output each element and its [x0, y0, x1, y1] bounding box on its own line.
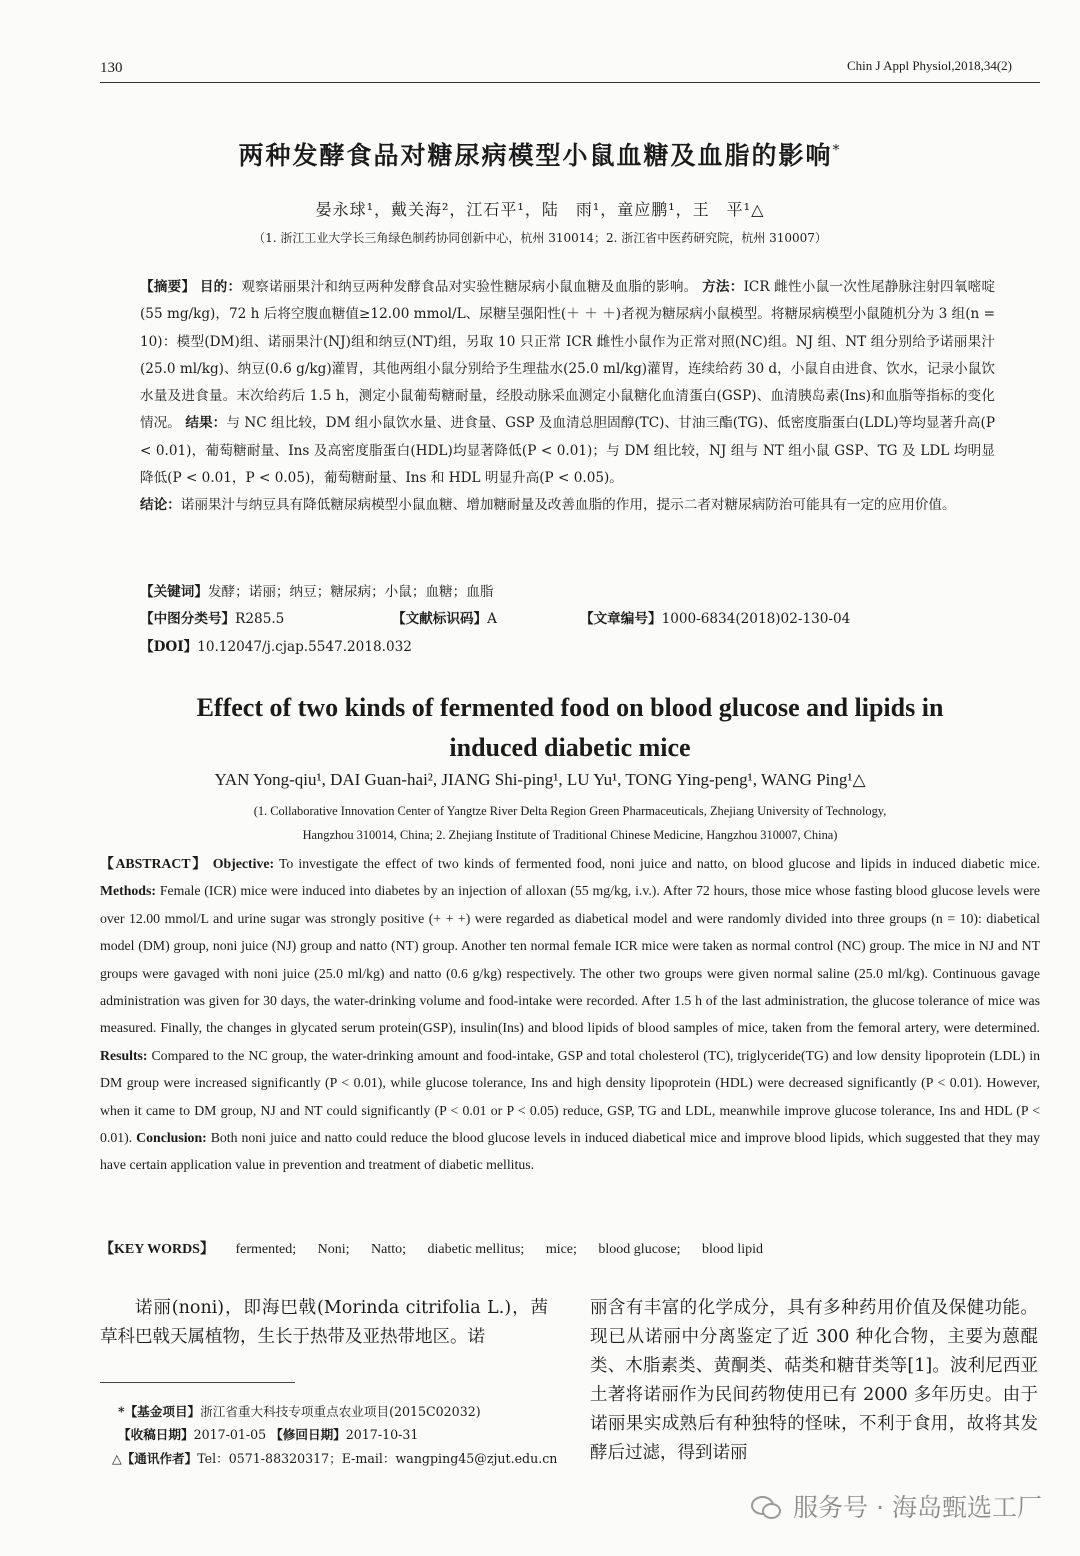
en-conclusion-label: Conclusion:	[136, 1130, 207, 1146]
footnote-received: 2017-01-05	[193, 1427, 267, 1442]
cn-doccode	[392, 607, 497, 627]
en-methods: Female (ICR) mice were induced into diabetes by an injection of alloxan (55 mg/kg, i.v.). After 72 hours, those mice whose fasting blood glucose levels were over 12.00 mmol/L and urine sugar was strongly positive (+ + +) were regarded as diabetical model and were randomly divided into three groups (n = 10): diabetical model (DM) group, noni juice (NJ) group and natto (NT) group. Another ten normal female ICR mice were taken as normal control (NC) group. The mice in NJ and NT groups were gavaged with noni juice (25.0 ml/kg) and natto (0.6 g/kg) respectively. The other two groups were given normal saline (25.0 ml/kg). Continuous gavage administration was given for 30 days, the water-drinking volume and food-intake were recorded. After 1.5 h of the last administration, the glucose tolerance of mice was measured. Finally, the changes in glycated serum protein(GSP), insulin(Ins) and blood lipids of blood samples of mice, taken from the femoral artery, were determined.	[100, 883, 1040, 1036]
cn-authors: 晏永球¹，戴关海²，江石平¹，陆 雨¹，童应鹏¹，王 平¹△	[315, 200, 765, 219]
footnote-corresponding	[112, 1448, 557, 1467]
en-conclusion: Both noni juice and natto could reduce the blood glucose levels in induced diabetical mice and improve blood lipids, which suggested that they may have certain application value in prevention and treatment of diabetic mellitus.	[100, 1130, 1041, 1173]
cn-abstract	[140, 274, 995, 520]
en-results-label: Results:	[100, 1047, 148, 1063]
cn-keywords-text: 发酵；诺丽；纳豆；糖尿病；小鼠；血糖；血脂	[207, 584, 494, 600]
wechat-icon	[751, 1494, 781, 1518]
en-keyword: Noni;	[317, 1242, 350, 1257]
en-authors: YAN Yong-qiu¹, DAI Guan-hai², JIANG Shi-ping¹, LU Yu¹, TONG Ying-peng¹, WANG Ping¹△	[214, 770, 866, 789]
body-left-column	[100, 1294, 548, 1352]
body-left-text: 诺丽(noni)，即海巴戟(Morinda citrifolia L.)，茜草科巴戟天属植物，生长于热带及亚热带地区。诺	[100, 1298, 548, 1347]
cn-article-number	[580, 607, 850, 627]
en-keyword: blood glucose;	[598, 1242, 681, 1257]
cn-title	[0, 136, 1080, 172]
en-objective: To investigate the effect of two kinds of fermented food, noni juice and natto, on blood glucose and lipids in induced diabetic mice.	[278, 856, 1041, 871]
en-affiliation-line2: Hangzhou 310014, China; 2. Zhejiang Institute of Traditional Chinese Medicine, Hangzhou 310007, China)	[302, 828, 838, 842]
en-keyword: mice;	[545, 1242, 577, 1257]
cn-doccode-value: A	[487, 611, 497, 627]
watermark-text: 服务号 · 海岛甄选工厂	[793, 1493, 1042, 1522]
journal-header: Chin J Appl Physiol,2018,34(2)	[846, 58, 1012, 73]
cn-objective: 观察诺丽果汁和纳豆两种发酵食品对实验性糖尿病小鼠血糖及血脂的影响。	[241, 279, 698, 295]
cn-affiliation: （1. 浙江工业大学长三角绿色制药协同创新中心，杭州 310014；2. 浙江省中医药研究院，杭州 310007）	[253, 231, 827, 245]
cn-methods-label: 方法：	[702, 279, 744, 295]
en-objective-label: Objective:	[212, 856, 275, 871]
cn-doccode-label: 【文献标识码】	[392, 611, 488, 627]
footnote-revised: 2017-10-31	[345, 1427, 419, 1442]
watermark	[751, 1488, 1042, 1524]
cn-doi	[140, 635, 995, 655]
footnote-fund-text: 浙江省重大科技专项重点农业项目(2015C02032)	[200, 1404, 481, 1419]
cn-objective-label: 目的：	[199, 279, 242, 295]
cn-keywords	[140, 580, 995, 600]
cn-abstract-label: 【摘要】	[140, 279, 196, 295]
en-title	[100, 688, 1040, 768]
cn-article-label: 【文章编号】	[580, 611, 662, 627]
en-title-line2: induced diabetic mice	[449, 733, 691, 762]
en-abstract-label: 【ABSTRACT】	[100, 856, 208, 871]
footnote-fund-label: *【基金项目】	[118, 1404, 201, 1419]
body-right-column	[590, 1294, 1038, 1468]
cn-methods: ICR 雌性小鼠一次性尾静脉注射四氧嘧啶(55 mg/kg)，72 h 后将空腹血糖值≥12.00 mmol/L、尿糖呈强阳性(＋ ＋ ＋)者视为糖尿病小鼠模型。将糖尿病模型小鼠随机分为 3 组(n = 10)：模型(DM)组、诺丽果汁(NJ)组和纳豆(NT)组，另取 10 只正常 ICR 雌性小鼠作为正常对照(NC)组。NJ 组、NT 组分别给予诺丽果汁(25.0 ml/kg)、纳豆(0.6 g/kg)灌胃，其他两组小鼠分别给予生理盐水(25.0 ml/kg)灌胃，连续给药 30 d，小鼠自由进食、饮水，记录小鼠饮水量及进食量。末次给药后 1.5 h，测定小鼠葡萄糖耐量，经股动脉采血测定小鼠糖化血清蛋白(GSP)、血清胰岛素(Ins)和血脂等指标的变化情况。	[140, 279, 996, 432]
footnote-rule	[100, 1382, 295, 1383]
en-keywords-label: 【KEY WORDS】	[100, 1242, 214, 1257]
body-right-text: 丽含有丰富的化学成分，具有多种药用价值及保健功能。现已从诺丽中分离鉴定了近 300 种化合物，主要为蒽醌类、木脂素类、黄酮类、萜类和糖苷类等[1]。波利尼西亚土著将诺丽作为民间药物使用已有 2000 多年历史。由于诺丽果实成熟后有种独特的怪味，不利于食用，故将其发酵后过滤，得到诺丽	[590, 1298, 1038, 1463]
cn-doi-value: 10.12047/j.cjap.5547.2018.032	[197, 639, 412, 655]
header-rule	[100, 82, 1040, 83]
cn-results-label: 结果：	[185, 415, 227, 432]
footnote-received-label: 【收稿日期】	[118, 1427, 194, 1442]
cn-conclusion: 诺丽果汁与纳豆具有降低糖尿病模型小鼠血糖、增加糖耐量及改善血脂的作用，提示二者对糖尿病防治可能具有一定的应用价值。	[180, 497, 956, 514]
en-keywords	[100, 1238, 1040, 1258]
en-abstract	[100, 850, 1040, 1179]
footnote-revised-label: 【修回日期】	[270, 1427, 346, 1442]
en-keyword: fermented;	[235, 1242, 297, 1257]
cn-title-text: 两种发酵食品对糖尿病模型小鼠血糖及血脂的影响	[238, 141, 833, 170]
cn-clc-value: R285.5	[235, 611, 285, 627]
en-title-line1: Effect of two kinds of fermented food on blood glucose and lipids in	[196, 693, 944, 722]
cn-article-value: 1000-6834(2018)02-130-04	[661, 611, 851, 627]
footnote-dates	[118, 1424, 418, 1443]
en-keyword: blood lipid	[701, 1242, 764, 1257]
en-keyword: Natto;	[371, 1242, 406, 1257]
en-affiliation-line1: (1. Collaborative Innovation Center of Yangtze River Delta Region Green Pharmaceuticals, Zhejiang University of Technology,	[253, 804, 887, 818]
footnote-fund	[118, 1401, 481, 1420]
cn-doi-label: 【DOI】	[140, 639, 198, 655]
page-number: 130	[100, 60, 123, 76]
en-results: Compared to the NC group, the water-drinking amount and food-intake, GSP and total cholesterol (TC), triglyceride(TG) and low density lipoprotein (LDL) in DM group were increased significantly (P < 0.01), while glucose tolerance, Ins and high density lipoprotein (HDL) were decreased significantly (P < 0.01). However, when it came to DM group, NJ and NT could significantly (P < 0.01 or P < 0.05) reduce, GSP, TG and LDL, meanwhile improve glucose tolerance, Ins and HDL (P < 0.01).	[100, 1047, 1041, 1146]
cn-conclusion-label: 结论：	[140, 497, 181, 514]
cn-clc	[140, 607, 284, 627]
footnote-corr-text: Tel：0571-88320317；E-mail：wangping45@zjut.edu.cn	[197, 1451, 558, 1466]
cn-clc-label: 【中图分类号】	[140, 611, 236, 627]
en-methods-label: Methods:	[100, 883, 156, 899]
cn-title-mark: *	[832, 142, 842, 159]
footnote-corr-label: △【通讯作者】	[112, 1451, 198, 1466]
cn-keywords-label: 【关键词】	[140, 584, 208, 600]
en-keyword: diabetic mellitus;	[427, 1242, 525, 1257]
cn-results: 与 NC 组比较，DM 组小鼠饮水量、进食量、GSP 及血清总胆固醇(TC)、甘油三酯(TG)、低密度脂蛋白(LDL)等均显著升高(P < 0.01)，葡萄糖耐量、Ins 及高密度脂蛋白(HDL)均显著降低(P < 0.01)；与 DM 组比较，NJ 组与 NT 组小鼠 GSP、TG 及 LDL 均明显降低(P < 0.01，P < 0.05)，葡萄糖耐量、Ins 和 HDL 明显升高(P < 0.05)。	[140, 415, 995, 487]
